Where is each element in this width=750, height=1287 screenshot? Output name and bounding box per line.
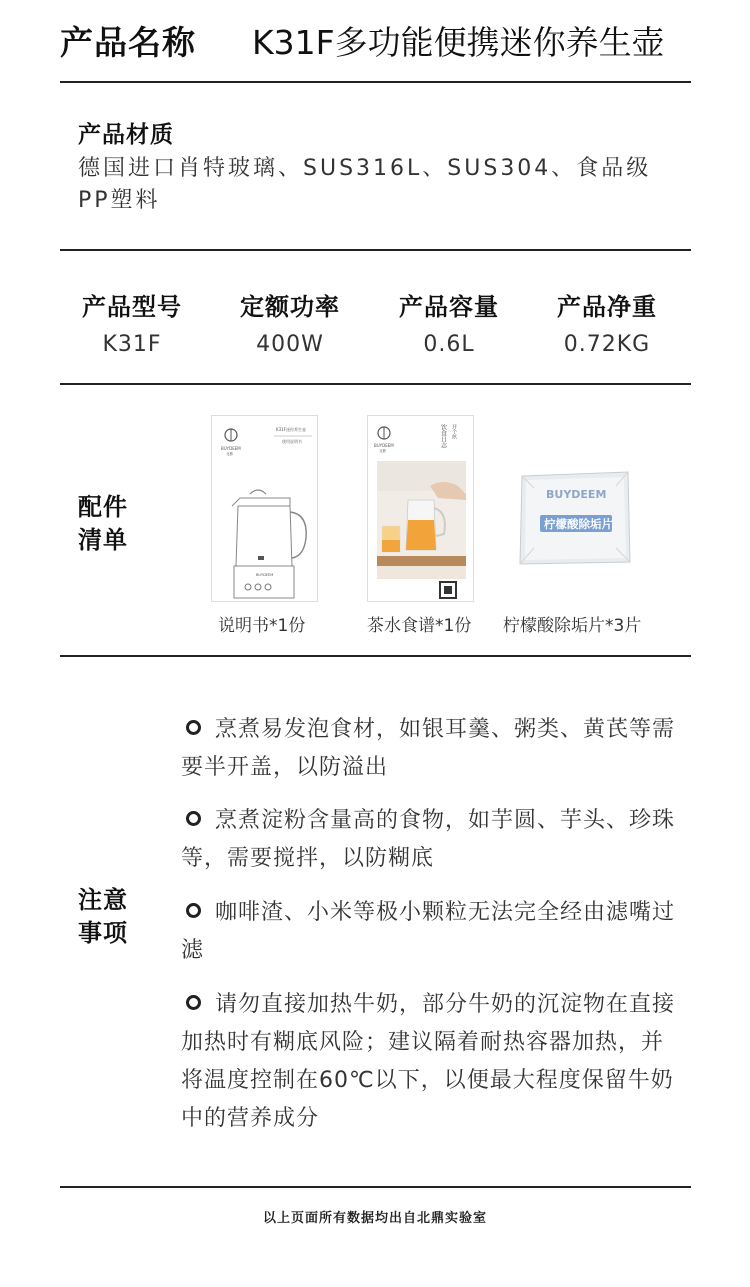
accessories-label-line2: 清单: [78, 526, 128, 554]
spec-model: [57, 287, 207, 357]
product-name-row: [60, 18, 690, 63]
manual-caption: 说明书*1份: [218, 616, 306, 636]
material-label: 产品材质: [78, 122, 174, 148]
descaler-pack-illustration: [516, 468, 634, 568]
kettle-illustration: [212, 416, 319, 603]
manual-title: K31F迷你养生壶: [276, 427, 307, 432]
spec-label: 产品型号: [82, 293, 182, 321]
divider: [60, 383, 691, 385]
note-text: 请勿直接加热牛奶，部分牛奶的沉淀物在直接加热时有糊底风险；建议隔着耐热容器加热，并将温度控制在60℃以下，以便最大程度保留牛奶中的营养成分: [181, 992, 676, 1131]
divider: [60, 1186, 691, 1188]
spec-value: 0.6L: [423, 332, 475, 357]
notes-label-line1: 注意: [78, 886, 128, 914]
svg-text:BUYDEEM: BUYDEEM: [256, 573, 274, 577]
recipe-caption: 茶水食谱*1份: [367, 616, 472, 636]
descaler-pack-label: 柠檬酸除垢片: [544, 517, 613, 531]
bullet-icon: [186, 720, 201, 735]
footer-note: 以上页面所有数据均出自北鼎实验室: [262, 1211, 487, 1226]
accessories-label: [78, 491, 148, 557]
divider: [60, 655, 691, 657]
spec-value: 400W: [256, 332, 324, 357]
note-text: 烹煮易发泡食材，如银耳羹、粥类、黄芪等需要半开盖，以防溢出: [181, 717, 676, 780]
bullet-icon: [186, 811, 201, 826]
note-item: [181, 711, 686, 787]
recipe-image: [367, 415, 474, 602]
descaler-pack-image: [516, 468, 634, 568]
spec-weight: [532, 287, 682, 357]
recipe-sub: 开个炫: [451, 424, 457, 439]
spec-label: 定额功率: [240, 293, 340, 321]
divider: [60, 81, 691, 83]
recipe-brand: BUYDEEM: [374, 443, 394, 448]
manual-image: [211, 415, 318, 602]
manual-brand-cn: 北鼎: [226, 452, 233, 456]
product-name-value: K31F多功能便携迷你养生壶: [252, 23, 665, 62]
accessories-label-line1: 配件: [78, 493, 128, 521]
descaler-brand: BUYDEEM: [546, 488, 607, 501]
note-text: 烹煮淀粉含量高的食物，如芋圆、芋头、珍珠等，需要搅拌，以防糊底: [181, 808, 676, 871]
manual-brand: BUYDEEM: [221, 446, 241, 451]
spec-label: 产品净重: [557, 293, 657, 321]
bullet-icon: [186, 903, 201, 918]
notes-label: [78, 884, 148, 950]
note-text: 咖啡渣、小米等极小颗粒无法完全经由滤嘴过滤: [181, 900, 676, 963]
recipe-brand-cn: 北鼎: [379, 449, 386, 453]
manual-sub: 使用说明书: [282, 439, 302, 444]
spec-value: 0.72KG: [563, 332, 651, 357]
notes-label-line2: 事项: [78, 919, 128, 947]
note-item: [181, 986, 686, 1138]
bullet-icon: [186, 995, 201, 1010]
spec-power: [215, 287, 365, 357]
material-text: 德国进口肖特玻璃、SUS316L、SUS304、食品级PP塑料: [78, 156, 652, 213]
product-name-label: 产品名称: [60, 23, 196, 62]
recipe-title: 饮食日志: [439, 424, 447, 448]
spec-capacity: [374, 287, 524, 357]
note-item: [181, 894, 686, 970]
spec-label: 产品容量: [399, 293, 499, 321]
descaler-caption: 柠檬酸除垢片*3片: [503, 616, 642, 636]
spec-value: K31F: [102, 332, 162, 357]
note-item: [181, 802, 686, 878]
divider: [60, 249, 691, 251]
recipe-illustration: [368, 416, 475, 603]
